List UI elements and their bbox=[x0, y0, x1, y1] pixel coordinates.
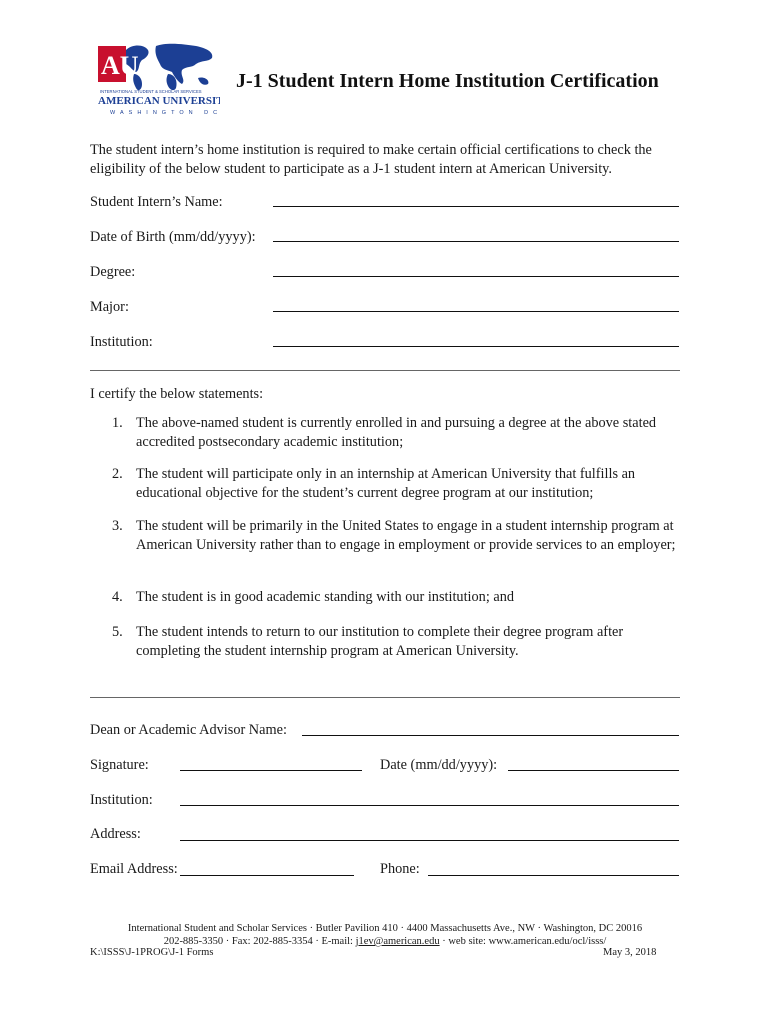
footer-file-path: K:\ISSS\J-1PROG\J-1 Forms bbox=[90, 947, 214, 958]
student-institution-field[interactable] bbox=[273, 346, 679, 347]
intro-paragraph: The student intern’s home institution is required to make certain official certifications to check the eligibility of the below student to participate as a J-1 student intern at American University. bbox=[90, 142, 652, 177]
logo-initials: AU bbox=[101, 51, 139, 80]
svg-text:WASHINGTON DC: WASHINGTON DC bbox=[110, 110, 220, 116]
address-field[interactable] bbox=[180, 840, 679, 841]
student-institution-label: Institution: bbox=[90, 334, 153, 350]
phone-label: Phone: bbox=[380, 861, 420, 877]
section-divider bbox=[90, 370, 680, 371]
major-field[interactable] bbox=[273, 311, 679, 312]
logo-brand-text: AMERICAN UNIVERSITY bbox=[98, 95, 220, 107]
address-label: Address: bbox=[90, 826, 141, 842]
advisor-institution-label: Institution: bbox=[90, 792, 153, 808]
footer-email-link[interactable]: j1ev@american.edu bbox=[355, 936, 440, 947]
date-of-birth-field[interactable] bbox=[273, 241, 679, 242]
section-divider bbox=[90, 697, 680, 698]
american-university-logo bbox=[96, 40, 220, 120]
footer-address: International Student and Scholar Services · Butler Pavilion 410 · 4400 Massachusetts Ave., NW · Washington, DC 20016 bbox=[127, 923, 643, 934]
email-field[interactable] bbox=[180, 875, 354, 876]
advisor-name-label: Dean or Academic Advisor Name: bbox=[90, 722, 287, 738]
advisor-institution-field[interactable] bbox=[180, 805, 679, 806]
advisor-name-field[interactable] bbox=[302, 735, 679, 736]
page-title: J-1 Student Intern Home Institution Certification bbox=[236, 70, 659, 92]
footer-contact: 202-885-3350 · Fax: 202-885-3354 · E-mail: j1ev@american.edu · web site: www.american.edu/ocl/isss/ bbox=[163, 936, 607, 947]
date-of-birth-label: Date of Birth (mm/dd/yyyy): bbox=[90, 229, 256, 245]
signature-label: Signature: bbox=[90, 757, 149, 773]
advisor-date-field[interactable] bbox=[508, 770, 679, 771]
email-label: Email Address: bbox=[90, 861, 178, 877]
svg-text:INTERNATIONAL STUDENT & SCHOLA: INTERNATIONAL STUDENT & SCHOLAR SERVICES bbox=[100, 89, 202, 94]
certify-heading: I certify the below statements: bbox=[90, 386, 264, 402]
degree-label: Degree: bbox=[90, 264, 136, 280]
major-label: Major: bbox=[90, 299, 129, 315]
advisor-date-label: Date (mm/dd/yyyy): bbox=[380, 757, 498, 773]
student-name-label: Student Intern’s Name: bbox=[90, 194, 223, 210]
signature-field[interactable] bbox=[180, 770, 362, 771]
logo-graphic bbox=[96, 40, 220, 120]
footer-date: May 3, 2018 bbox=[603, 947, 657, 958]
student-name-field[interactable] bbox=[273, 206, 679, 207]
phone-field[interactable] bbox=[428, 875, 679, 876]
degree-field[interactable] bbox=[273, 276, 679, 277]
